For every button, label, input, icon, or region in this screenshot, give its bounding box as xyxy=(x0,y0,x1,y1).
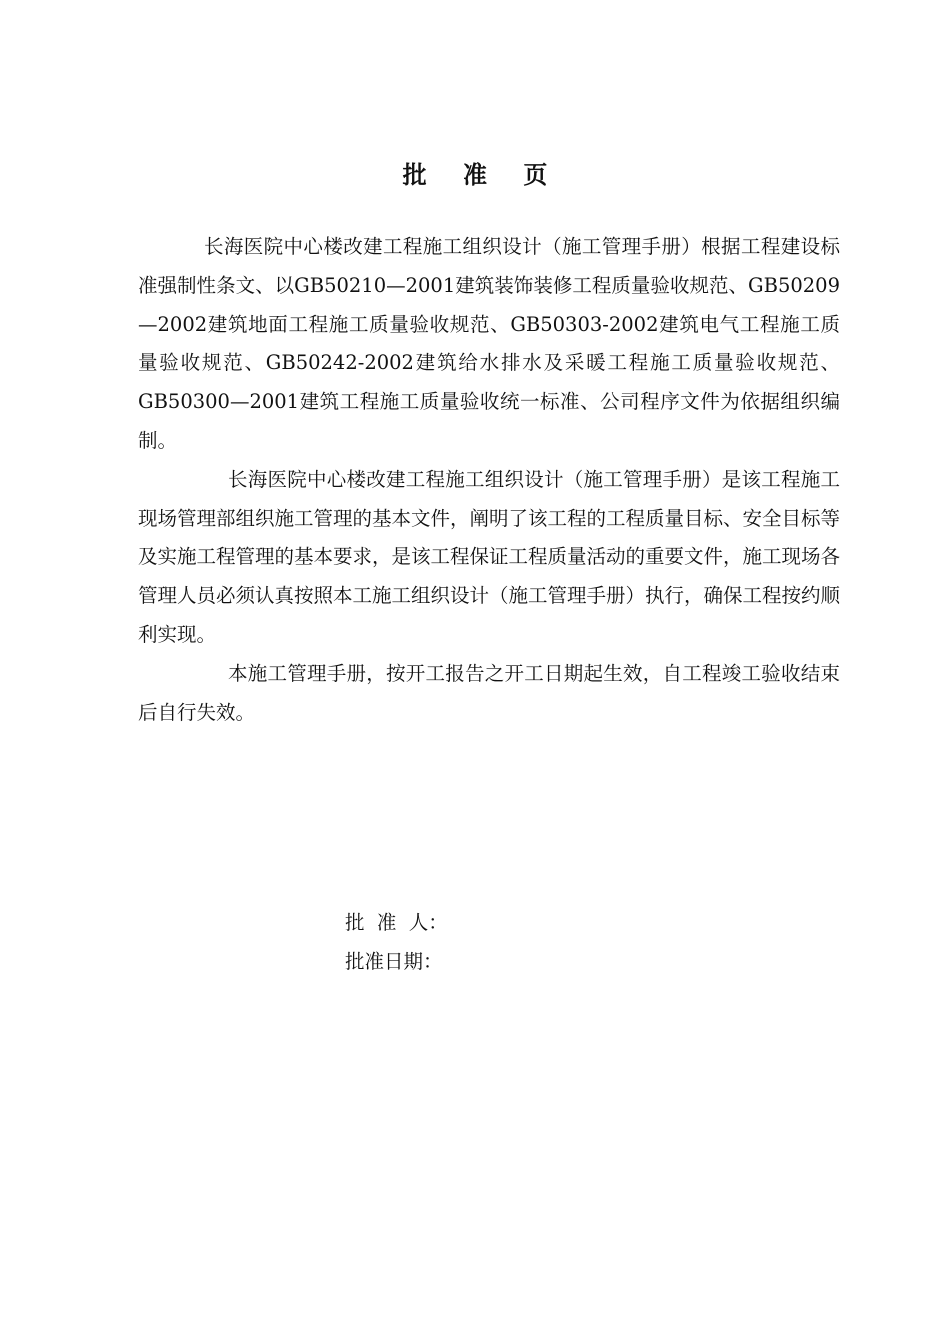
approval-signature-block xyxy=(345,904,448,982)
document-body xyxy=(138,228,840,732)
paragraph-validity: 本施工管理手册，按开工报告之开工日期起生效，自工程竣工验收结束后自行失效。 xyxy=(138,661,840,724)
paragraph-purpose: 长海医院中心楼改建工程施工组织设计（施工管理手册）是该工程施工现场管理部组织施工管理的基本文件，阐明了该工程的工程质量目标、安全目标等及实施工程管理的基本要求，是该工程保证工程质量活动的重要文件，施工现场各管理人员必须认真按照本工施工组织设计（施工管理手册）执行，确保工程按约顺利实现。 xyxy=(138,467,841,646)
page-title: 批 准 页 xyxy=(402,160,562,189)
approval-date-label: 批准日期： xyxy=(345,949,443,973)
approver-label: 批 准 人： xyxy=(345,911,448,934)
paragraph-basis: 长海医院中心楼改建工程施工组织设计（施工管理手册）根据工程建设标准强制性条文、以GB50210—2001建筑装饰装修工程质量验收规范、GB50209—2002建筑地面工程施工质量验收规范、GB50303-2002建筑电气工程施工质量验收规范、GB50242-2002建筑给水排水及采暖工程施工质量验收规范、GB50300—2001建筑工程施工质量验收统一标准、公司程序文件为依据组织编制。 xyxy=(138,235,840,452)
